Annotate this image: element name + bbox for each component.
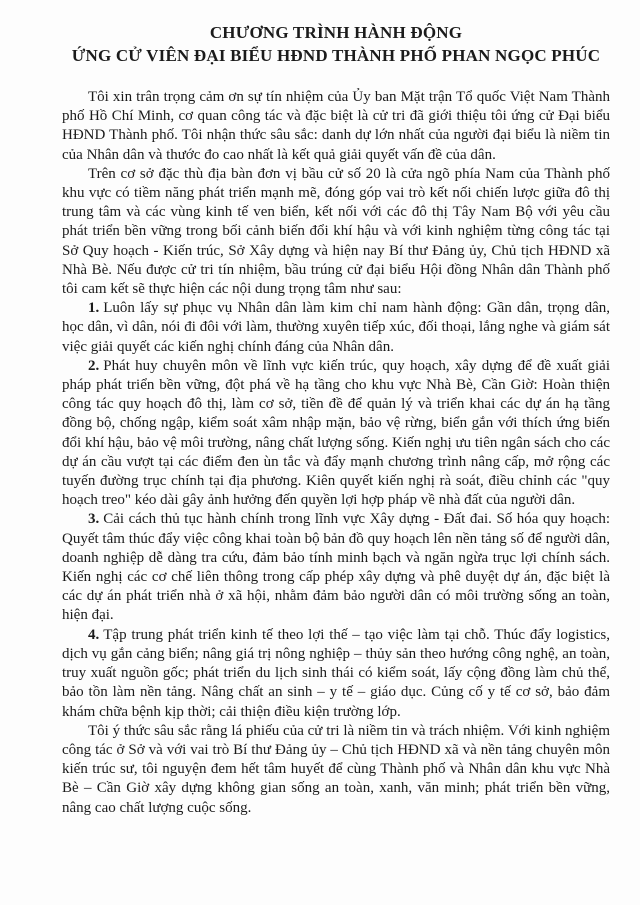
document-body	[62, 88, 610, 818]
paragraph	[62, 88, 610, 165]
document-title-line-1: CHƯƠNG TRÌNH HÀNH ĐỘNG	[209, 23, 463, 42]
paragraph	[62, 510, 610, 625]
paragraph-text: Tôi ý thức sâu sắc rằng lá phiếu của cử tri là niềm tin và trách nhiệm. Với kinh nghiệm công tác ở Sở và với vai trò Bí thư Đảng ủy – Chủ tịch HĐND xã và nền tảng chuyên môn kiến trúc sư, tôi nguyện đem hết tâm huyết để cùng Thành phố và Nhân dân khu vực Nhà Bè – Cần Giờ xây dựng không gian sống an toàn, xanh, văn minh; phát triển bền vững, nâng cao chất lượng cuộc sống.	[62, 722, 610, 816]
paragraph-text: Tôi xin trân trọng cảm ơn sự tín nhiệm của Ủy ban Mặt trận Tổ quốc Việt Nam Thành phố Hồ Chí Minh, cơ quan công tác và đặc biệt là cử tri đã giới thiệu tôi ứng cử Đại biểu HĐND Thành phố. Tôi nhận thức sâu sắc: danh dự lớn nhất của người đại biểu là niềm tin của Nhân dân và thước đo cao nhất là kết quả giải quyết vấn đề của dân.	[62, 89, 610, 163]
document-title	[62, 21, 610, 67]
paragraph-number: 1.	[88, 300, 100, 317]
paragraph	[62, 299, 610, 357]
paragraph-text: Tập trung phát triển kinh tế theo lợi thế – tạo việc làm tại chỗ. Thúc đẩy logistics, dịch vụ gắn cảng biển; nâng giá trị nông nghiệp – thủy sản theo hướng công nghệ, an toàn, truy xuất nguồn gốc; phát triển du lịch sinh thái có kiểm soát, lấy cộng đồng làm chủ thể, bảo tồn làm nền tảng. Nâng chất an sinh – y tế – giáo dục. Củng cố y tế cơ sở, bảo đảm khám chữa bệnh kịp thời; cải thiện điều kiện trường lớp.	[62, 626, 610, 720]
paragraph	[62, 626, 610, 722]
paragraph-number: 2.	[88, 357, 100, 374]
paragraph	[62, 722, 610, 818]
paragraph	[62, 165, 610, 299]
paragraph-text: Cải cách thủ tục hành chính trong lĩnh vực Xây dựng - Đất đai. Số hóa quy hoạch: Quyết tâm thúc đẩy việc công khai toàn bộ bản đồ quy hoạch lên nền tảng số để người dân, doanh nghiệp dễ dàng tra cứu, đảm bảo tính minh bạch và ngăn ngừa trục lợi chính sách. Kiến nghị các cơ chế liên thông trong cấp phép xây dựng và phê duyệt dự án, đặc biệt là các dự án phát triển nhà ở xã hội, nhằm đảm bảo người dân có môi trường sống an toàn, hiện đại.	[62, 511, 610, 624]
paragraph-text: Luôn lấy sự phục vụ Nhân dân làm kim chỉ nam hành động: Gần dân, trọng dân, học dân, vì dân, nói đi đôi với làm, thường xuyên tiếp xúc, đối thoại, lắng nghe và giám sát việc giải quyết các kiến nghị chính đáng của Nhân dân.	[62, 300, 610, 355]
document-title-line-2: ỨNG CỬ VIÊN ĐẠI BIỂU HĐND THÀNH PHỐ PHAN NGỌC PHÚC	[71, 46, 601, 65]
paragraph-number: 3.	[88, 511, 100, 528]
paragraph-number: 4.	[88, 626, 100, 643]
paragraph-text: Phát huy chuyên môn về lĩnh vực kiến trúc, quy hoạch, xây dựng để đề xuất giải pháp phát triển bền vững, đột phá về hạ tầng cho khu vực Nhà Bè, Cần Giờ: Hoàn thiện công tác quy hoạch đô thị, làm cơ sở, tiền đề để quản lý và triển khai các dự án hạ tầng đồng bộ, chống ngập, kiểm soát xâm nhập mặn, bảo vệ rừng, biển gắn với thích ứng biến đổi khí hậu, bảo vệ môi trường, nâng chất lượng sống. Kiến nghị ưu tiên ngân sách cho các dự án cầu vượt tại các điểm đen ùn tắc và đẩy mạnh chương trình nâng cấp, mở rộng các tuyến đường trục chính tại địa phương. Kiên quyết kiến nghị rà soát, điều chỉnh các "quy hoạch treo" kéo dài gây ảnh hưởng đến quyền lợi hợp pháp về nhà đất của người dân.	[62, 357, 610, 509]
paragraph-text: Trên cơ sở đặc thù địa bàn đơn vị bầu cử số 20 là cửa ngõ phía Nam của Thành phố khu vực có tiềm năng phát triển mạnh mẽ, đóng góp vai trò kết nối chiến lược giữa đô thị trung tâm và các vùng kinh tế ven biển, kết nối với các đô thị Tây Nam Bộ với yêu cầu phát triển bền vững trong bối cảnh biến đổi khí hậu và với kinh nghiệm từng công tác tại Sở Quy hoạch - Kiến trúc, Sở Xây dựng và hiện nay Bí thư Đảng ủy, Chủ tịch HĐND xã Nhà Bè. Nếu được cử tri tín nhiệm, bầu trúng cử đại biểu Hội đồng Nhân dân Thành phố tôi cam kết sẽ thực hiện các nội dung trọng tâm như sau:	[62, 165, 610, 298]
paragraph	[62, 357, 610, 511]
